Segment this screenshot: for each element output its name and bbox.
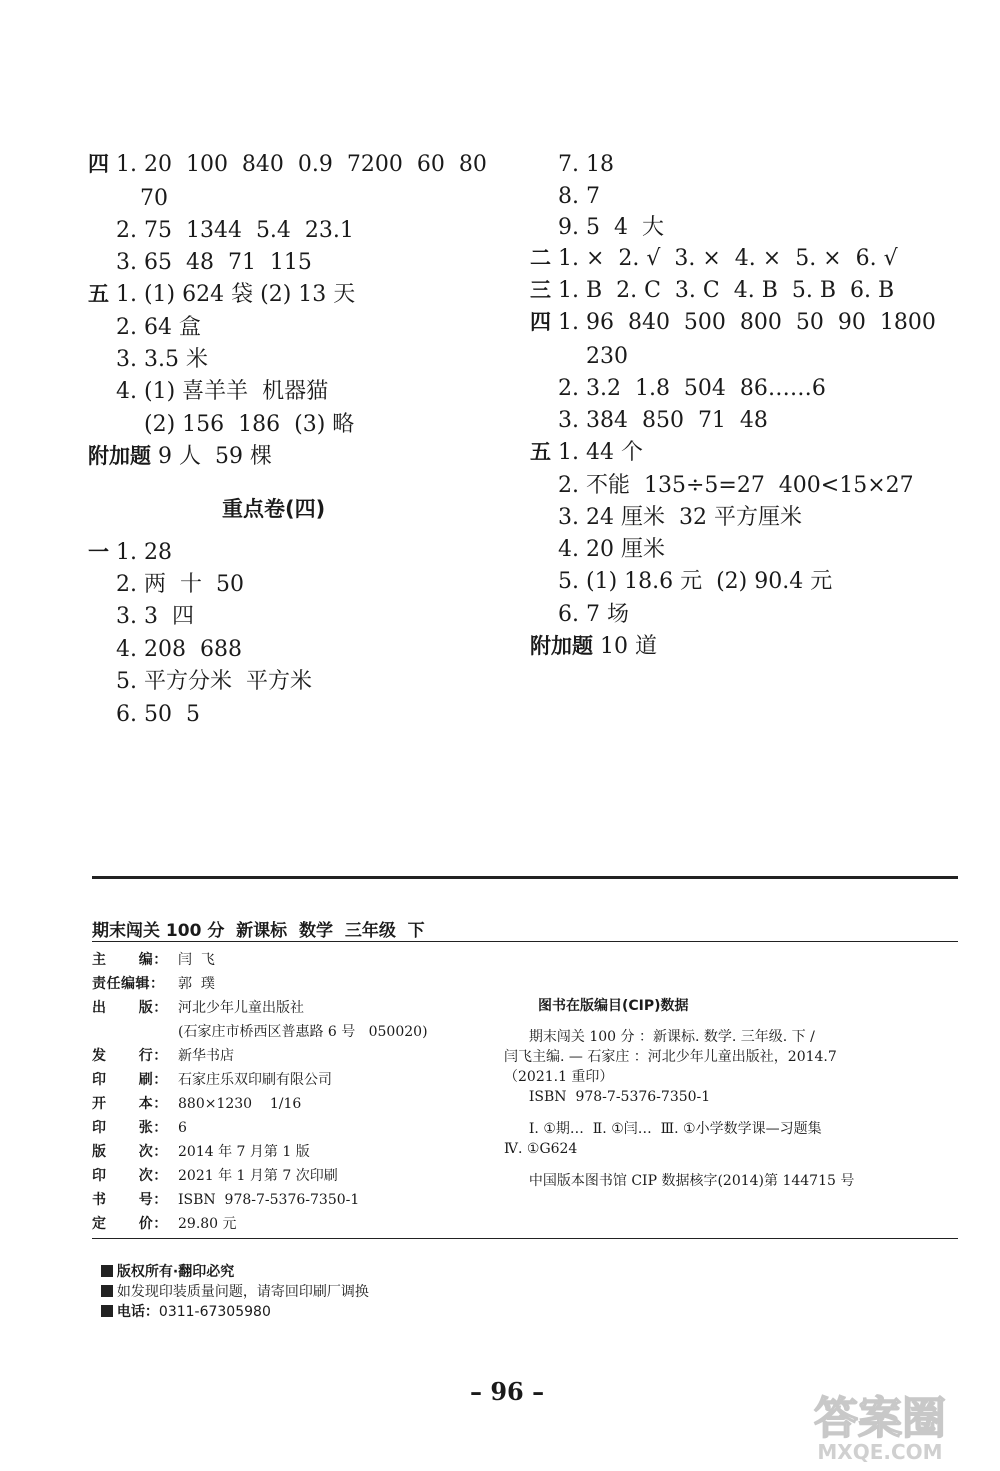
info-row: 发 行： 新华书店 [92,1048,234,1064]
answer-line: 6. 7 场 [558,602,629,627]
answer-line: 2. 75 1344 5.4 23.1 [116,218,354,243]
answer-line: 附加题 10 道 [530,634,657,659]
cip-line: Ⅳ. ①G624 [504,1141,578,1157]
answer-line: (2) 156 186 (3) 略 [144,412,355,437]
answer-line: 四 1. 96 840 500 800 50 90 1800 [530,310,936,335]
answer-line: 四 1. 20 100 840 0.9 7200 60 80 [88,152,487,177]
info-row: 定 价： 29.80 元 [92,1216,237,1232]
answer-line: 9. 5 4 大 [558,215,664,240]
answer-line: 7. 18 [558,152,614,177]
watermark-domain: MXQE.COM [817,1440,943,1464]
answer-line: 230 [586,344,628,369]
answer-line: 8. 7 [558,184,600,209]
info-row: (石家庄市桥西区普惠路 6 号 050020) [178,1024,428,1040]
book-title: 期末闯关 100 分 新课标 数学 三年级 下 [92,921,425,941]
cip-line: 中国版本图书馆 CIP 数据核字(2014)第 144715 号 [520,1173,855,1189]
square-bullet-icon [101,1265,113,1277]
info-row: 责任编辑： 郭 璞 [92,976,215,992]
answer-line: 5. 平方分米 平方米 [116,669,312,694]
answer-line: 二 1. × 2. √ 3. × 4. × 5. × 6. √ [530,246,898,271]
answer-line: 2. 不能 135÷5=27 400<15×27 [558,473,914,498]
answer-line: 2. 两 十 50 [116,572,244,597]
answer-line: 6. 50 5 [116,702,200,727]
info-row: 印 张： 6 [92,1120,187,1136]
square-bullet-icon [101,1285,113,1297]
answer-line: 2. 3.2 1.8 504 86……6 [558,376,826,401]
answer-line: 一 1. 28 [88,540,172,565]
watermark-text: 答案圈 [814,1393,946,1444]
cip-heading: 图书在版编目(CIP)数据 [538,998,689,1014]
answer-line: 70 [140,186,168,211]
answer-line: 3. 384 850 71 48 [558,408,768,433]
answer-line: 3. 65 48 71 115 [116,250,312,275]
info-row: 印 刷： 石家庄乐双印刷有限公司 [92,1072,332,1088]
answer-line: 3. 3.5 米 [116,347,208,372]
info-row: 版 次： 2014 年 7 月第 1 版 [92,1144,310,1160]
cip-line: Ⅰ. ①期… Ⅱ. ①闫… Ⅲ. ①小学数学课—习题集 [520,1121,822,1137]
answer-line: 三 1. B 2. C 3. C 4. B 5. B 6. B [530,278,895,303]
info-row: 开 本： 880×1230 1/16 [92,1096,302,1112]
answer-line: 2. 64 盒 [116,315,201,340]
answer-line: 附加题 9 人 59 棵 [88,444,272,469]
answer-line: 五 1. (1) 624 袋 (2) 13 天 [88,282,356,307]
cip-line: （2021.1 重印） [504,1069,614,1085]
colophon-top-rule [92,876,958,879]
answer-line: 五 1. 44 个 [530,440,643,465]
page-number: – 96 – [470,1377,545,1406]
info-row: 印 次： 2021 年 1 月第 7 次印刷 [92,1168,338,1184]
info-row: 书 号： ISBN 978-7-5376-7350-1 [92,1192,360,1208]
info-row: 主 编： 闫 飞 [92,952,215,968]
answer-line: 4. 208 688 [116,637,242,662]
colophon-title-rule [92,941,958,942]
answer-line: 5. (1) 18.6 元 (2) 90.4 元 [558,569,833,594]
info-row: 出 版： 河北少年儿童出版社 [92,1000,304,1016]
colophon-bottom-rule [92,1238,958,1239]
answer-line: 4. 20 厘米 [558,537,665,562]
square-bullet-icon [101,1305,113,1317]
cip-line: ISBN 978-7-5376-7350-1 [520,1089,711,1105]
answer-line: 4. (1) 喜羊羊 机器猫 [116,379,329,404]
watermark-logo [780,1385,980,1465]
section-title: 重点卷(四) [222,497,326,521]
answer-line: 3. 3 四 [116,604,194,629]
cip-line: 期末闯关 100 分 ：新课标. 数学. 三年级. 下 / [520,1029,815,1045]
answer-line: 3. 24 厘米 32 平方厘米 [558,505,802,530]
cip-line: 闫飞主编. — 石家庄 ：河北少年儿童出版社，2014.7 [504,1049,837,1065]
copyright-footer: 版权所有·翻印必究 如发现印装质量问题，请寄回印刷厂调换 电话：0311-67305980 [92,1245,369,1321]
